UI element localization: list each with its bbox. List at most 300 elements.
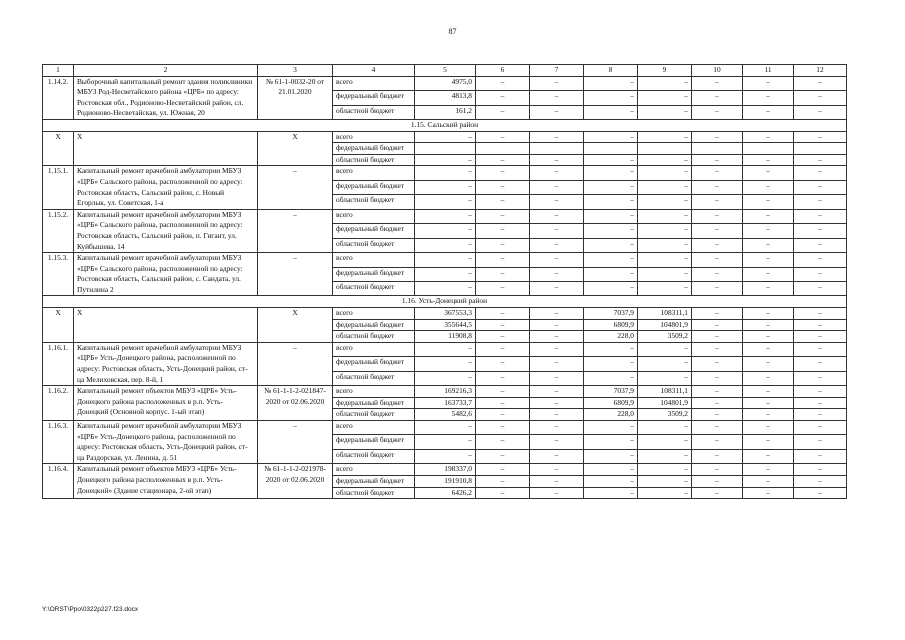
value-cell: –	[584, 371, 638, 385]
value-cell: –	[638, 342, 692, 356]
table-row	[43, 464, 847, 476]
value-cell: 191910,8	[415, 475, 476, 487]
value-cell: –	[638, 105, 692, 119]
value-cell: –	[584, 238, 638, 252]
value-cell	[584, 143, 638, 155]
value-cell: –	[584, 342, 638, 356]
value-cell: –	[692, 331, 743, 343]
item-document: № 61-1-1-2-021847-2020 от 02.06.2020	[258, 386, 333, 421]
item-name: Капитальный ремонт врачебной амбулатории МБУЗ «ЦРБ» Сальского района, расположенной по адресу: Ростовская область, Сальский район, п. Гигант, ул. Куйбышева, 14	[74, 209, 258, 252]
value-cell: 228,0	[584, 331, 638, 343]
value-cell: –	[692, 357, 743, 371]
value-cell: –	[692, 421, 743, 435]
funding-source: областной бюджет	[333, 282, 415, 296]
value-cell: –	[638, 253, 692, 267]
funding-source: областной бюджет	[333, 331, 415, 343]
value-cell: 108311,1	[638, 308, 692, 320]
value-cell: –	[584, 253, 638, 267]
value-cell: –	[794, 195, 847, 209]
funding-source: всего	[333, 253, 415, 267]
item-code: 1.16.3.	[43, 421, 74, 464]
value-cell: –	[415, 195, 476, 209]
value-cell: 104801,9	[638, 397, 692, 409]
value-cell: –	[794, 475, 847, 487]
value-cell: –	[743, 342, 794, 356]
value-cell: –	[743, 267, 794, 281]
file-path-footer: Y:\ORST\Ppo\0322p227.f23.docx	[42, 606, 139, 613]
item-document: –	[258, 253, 333, 296]
value-cell: –	[415, 209, 476, 223]
value-cell	[530, 143, 584, 155]
value-cell: –	[584, 475, 638, 487]
table-row	[43, 308, 847, 320]
value-cell: –	[530, 464, 584, 476]
column-header: 5	[415, 65, 476, 77]
value-cell: –	[530, 319, 584, 331]
value-cell: 355644,5	[415, 319, 476, 331]
value-cell: –	[584, 224, 638, 238]
value-cell: –	[476, 209, 530, 223]
value-cell: –	[638, 464, 692, 476]
funding-source: областной бюджет	[333, 154, 415, 166]
value-cell: –	[692, 105, 743, 119]
value-cell: –	[530, 282, 584, 296]
column-header: 8	[584, 65, 638, 77]
value-cell: –	[743, 386, 794, 398]
value-cell: –	[638, 195, 692, 209]
value-cell: –	[530, 371, 584, 385]
value-cell: –	[530, 253, 584, 267]
value-cell: –	[794, 224, 847, 238]
value-cell: –	[743, 308, 794, 320]
column-header: 11	[743, 65, 794, 77]
funding-source: областной бюджет	[333, 105, 415, 119]
value-cell: –	[415, 357, 476, 371]
value-cell: –	[415, 421, 476, 435]
value-cell: 161,2	[415, 105, 476, 119]
value-cell: –	[692, 166, 743, 180]
value-cell: –	[476, 154, 530, 166]
value-cell: –	[743, 105, 794, 119]
value-cell: –	[743, 435, 794, 449]
value-cell: –	[415, 253, 476, 267]
value-cell	[476, 143, 530, 155]
funding-source: областной бюджет	[333, 409, 415, 421]
funding-source: всего	[333, 209, 415, 223]
value-cell: –	[584, 166, 638, 180]
value-cell: –	[692, 319, 743, 331]
item-code: 1.15.1.	[43, 166, 74, 209]
value-cell: –	[692, 449, 743, 463]
table-row	[43, 131, 847, 143]
value-cell: –	[794, 371, 847, 385]
value-cell: –	[794, 91, 847, 105]
value-cell: –	[794, 487, 847, 499]
value-cell: –	[692, 464, 743, 476]
value-cell: –	[476, 195, 530, 209]
value-cell: –	[415, 267, 476, 281]
funding-source: областной бюджет	[333, 238, 415, 252]
value-cell: –	[743, 166, 794, 180]
value-cell: 228,0	[584, 409, 638, 421]
item-code: 1.15.3.	[43, 253, 74, 296]
value-cell: 198337,0	[415, 464, 476, 476]
value-cell: –	[638, 209, 692, 223]
value-cell: –	[743, 76, 794, 90]
value-cell: 163733,7	[415, 397, 476, 409]
value-cell: –	[530, 357, 584, 371]
value-cell: –	[476, 319, 530, 331]
value-cell: –	[638, 166, 692, 180]
value-cell: –	[584, 131, 638, 143]
value-cell: –	[692, 224, 743, 238]
column-header: 9	[638, 65, 692, 77]
value-cell: –	[584, 449, 638, 463]
value-cell: –	[794, 435, 847, 449]
funding-source: федеральный бюджет	[333, 319, 415, 331]
value-cell: –	[415, 154, 476, 166]
value-cell: 367553,3	[415, 308, 476, 320]
header-row	[43, 65, 847, 77]
value-cell: –	[692, 238, 743, 252]
item-name: Х	[74, 131, 258, 166]
value-cell: –	[692, 342, 743, 356]
value-cell: –	[743, 224, 794, 238]
column-header: 12	[794, 65, 847, 77]
value-cell: –	[743, 319, 794, 331]
funding-source: федеральный бюджет	[333, 143, 415, 155]
value-cell: –	[530, 224, 584, 238]
column-header: 4	[333, 65, 415, 77]
value-cell: –	[638, 421, 692, 435]
value-cell: –	[692, 180, 743, 194]
value-cell: 108311,1	[638, 386, 692, 398]
value-cell: –	[743, 154, 794, 166]
value-cell: –	[794, 267, 847, 281]
value-cell: –	[476, 105, 530, 119]
value-cell: –	[743, 180, 794, 194]
value-cell: –	[415, 238, 476, 252]
value-cell: 5482,6	[415, 409, 476, 421]
funding-source: областной бюджет	[333, 487, 415, 499]
value-cell: –	[530, 397, 584, 409]
value-cell: –	[794, 331, 847, 343]
section-title: 1.15. Сальский район	[43, 119, 847, 131]
value-cell: –	[638, 238, 692, 252]
value-cell: –	[476, 166, 530, 180]
item-document: –	[258, 342, 333, 385]
item-code: 1.16.4.	[43, 464, 74, 499]
item-document: № 61-1-0032-20 от 21.01.2020	[258, 76, 333, 119]
value-cell: –	[692, 76, 743, 90]
value-cell: –	[584, 464, 638, 476]
value-cell: –	[794, 449, 847, 463]
value-cell: –	[476, 371, 530, 385]
value-cell: –	[530, 409, 584, 421]
value-cell	[692, 143, 743, 155]
item-document: Х	[258, 308, 333, 343]
value-cell: –	[584, 209, 638, 223]
value-cell: –	[530, 331, 584, 343]
table-row	[43, 386, 847, 398]
value-cell: –	[584, 487, 638, 499]
value-cell: –	[743, 238, 794, 252]
value-cell: –	[743, 464, 794, 476]
value-cell: –	[584, 421, 638, 435]
value-cell: –	[743, 421, 794, 435]
item-name: Капитальный ремонт врачебной амбулатории МБУЗ «ЦРБ» Сальского района, расположенной по адресу: Ростовская область, Сальский район, с. Новый Егорлык, ул. Советская, 1-а	[74, 166, 258, 209]
value-cell: –	[692, 397, 743, 409]
value-cell: –	[692, 91, 743, 105]
value-cell: –	[476, 386, 530, 398]
value-cell: –	[692, 475, 743, 487]
value-cell: –	[692, 195, 743, 209]
value-cell: –	[584, 91, 638, 105]
value-cell: 3509,2	[638, 409, 692, 421]
item-name: Капитальный ремонт врачебной амбулатории МБУЗ «ЦРБ» Усть-Донецкого района, расположенной по адресу: Ростовская область, Усть-Донецкий район, ст-ца Раздорская, ул. Ленина, д. 51	[74, 421, 258, 464]
value-cell: –	[476, 421, 530, 435]
funding-source: областной бюджет	[333, 371, 415, 385]
value-cell: –	[794, 154, 847, 166]
funding-source: федеральный бюджет	[333, 475, 415, 487]
value-cell: –	[692, 267, 743, 281]
funding-source: всего	[333, 421, 415, 435]
funding-source: всего	[333, 386, 415, 398]
item-name: Капитальный ремонт врачебной амбулатории МБУЗ «ЦРБ» Усть-Донецкого района, расположенной по адресу: Ростовская область, Усть-Донецкий район, ст-ца Мелиховская, пер. 8-й, 1	[74, 342, 258, 385]
value-cell: –	[692, 435, 743, 449]
value-cell: –	[584, 267, 638, 281]
value-cell: –	[794, 397, 847, 409]
value-cell: –	[530, 154, 584, 166]
item-code: 1.14.2.	[43, 76, 74, 119]
column-header: 10	[692, 65, 743, 77]
value-cell: –	[530, 435, 584, 449]
value-cell: –	[794, 421, 847, 435]
value-cell: –	[638, 91, 692, 105]
value-cell: 6426,2	[415, 487, 476, 499]
value-cell: –	[743, 357, 794, 371]
value-cell: –	[638, 449, 692, 463]
value-cell: –	[415, 342, 476, 356]
value-cell: –	[530, 475, 584, 487]
value-cell: –	[476, 253, 530, 267]
value-cell: 7037,9	[584, 308, 638, 320]
table-row	[43, 166, 847, 180]
value-cell: –	[794, 209, 847, 223]
funding-source: федеральный бюджет	[333, 435, 415, 449]
section-title: 1.16. Усть-Донецкий район	[43, 296, 847, 308]
item-name: Выборочный капитальный ремонт здания поликлиники МБУЗ Род-Несветайского района «ЦРБ» по адресу: Ростовская обл., Родионово-Несветайский район, сл. Родионово-Несветайская, ул. Южная, 20	[74, 76, 258, 119]
column-header: 1	[43, 65, 74, 77]
item-document: № 61-1-1-2-021978-2020 от 02.06.2020	[258, 464, 333, 499]
value-cell: –	[530, 267, 584, 281]
value-cell: –	[638, 267, 692, 281]
value-cell: –	[476, 487, 530, 499]
value-cell: –	[638, 154, 692, 166]
section-row	[43, 119, 847, 131]
value-cell: –	[476, 409, 530, 421]
value-cell: –	[692, 371, 743, 385]
value-cell: –	[584, 154, 638, 166]
value-cell: –	[476, 475, 530, 487]
value-cell: –	[794, 76, 847, 90]
value-cell: –	[530, 386, 584, 398]
value-cell: –	[584, 282, 638, 296]
funding-source: всего	[333, 166, 415, 180]
value-cell: –	[476, 308, 530, 320]
value-cell: 4975,0	[415, 76, 476, 90]
column-header: 2	[74, 65, 258, 77]
value-cell: –	[584, 195, 638, 209]
column-header: 3	[258, 65, 333, 77]
value-cell	[743, 143, 794, 155]
value-cell: –	[584, 180, 638, 194]
page-number: 87	[448, 27, 457, 36]
value-cell: –	[530, 131, 584, 143]
funding-source: федеральный бюджет	[333, 91, 415, 105]
value-cell: 104801,9	[638, 319, 692, 331]
value-cell: –	[692, 253, 743, 267]
value-cell: –	[584, 76, 638, 90]
item-code: 1.16.1.	[43, 342, 74, 385]
value-cell: –	[743, 487, 794, 499]
value-cell: –	[692, 308, 743, 320]
item-code: 1.16.2.	[43, 386, 74, 421]
value-cell: –	[638, 282, 692, 296]
value-cell: –	[743, 331, 794, 343]
value-cell: –	[794, 386, 847, 398]
value-cell: –	[476, 357, 530, 371]
value-cell: –	[743, 282, 794, 296]
value-cell: –	[743, 91, 794, 105]
value-cell: –	[638, 357, 692, 371]
funding-source: областной бюджет	[333, 449, 415, 463]
value-cell: –	[794, 319, 847, 331]
value-cell: –	[476, 282, 530, 296]
value-cell: –	[692, 282, 743, 296]
value-cell: –	[415, 131, 476, 143]
column-header: 7	[530, 65, 584, 77]
item-name: Капитальный ремонт объектов МБУЗ «ЦРБ» Усть-Донецкого района расположенных в р.п. Усть-Донецкий (Основной корпус. 1-ый этап)	[74, 386, 258, 421]
value-cell: 4813,8	[415, 91, 476, 105]
value-cell: –	[530, 105, 584, 119]
value-cell	[794, 143, 847, 155]
value-cell: –	[415, 435, 476, 449]
item-document: Х	[258, 131, 333, 166]
value-cell: –	[638, 224, 692, 238]
value-cell: –	[476, 76, 530, 90]
funding-source: всего	[333, 308, 415, 320]
table-row	[43, 76, 847, 90]
value-cell: –	[638, 475, 692, 487]
value-cell: –	[476, 342, 530, 356]
funding-source: областной бюджет	[333, 195, 415, 209]
value-cell: –	[692, 209, 743, 223]
value-cell: –	[794, 464, 847, 476]
value-cell: –	[415, 180, 476, 194]
value-cell: –	[743, 209, 794, 223]
funding-source: федеральный бюджет	[333, 357, 415, 371]
value-cell	[415, 143, 476, 155]
value-cell: –	[476, 449, 530, 463]
value-cell: 6809,9	[584, 319, 638, 331]
value-cell: 3509,2	[638, 331, 692, 343]
value-cell	[638, 143, 692, 155]
value-cell: –	[476, 397, 530, 409]
value-cell: –	[638, 76, 692, 90]
value-cell: 11908,8	[415, 331, 476, 343]
value-cell: –	[743, 131, 794, 143]
value-cell: –	[794, 105, 847, 119]
funding-source: федеральный бюджет	[333, 180, 415, 194]
value-cell: –	[476, 180, 530, 194]
value-cell: –	[530, 195, 584, 209]
value-cell: –	[692, 386, 743, 398]
funding-source: всего	[333, 76, 415, 90]
column-header: 6	[476, 65, 530, 77]
value-cell: –	[743, 253, 794, 267]
value-cell: 6809,9	[584, 397, 638, 409]
item-document: –	[258, 209, 333, 252]
funding-source: всего	[333, 464, 415, 476]
item-name: Х	[74, 308, 258, 343]
value-cell: –	[476, 224, 530, 238]
value-cell: –	[476, 91, 530, 105]
value-cell: –	[530, 342, 584, 356]
value-cell: –	[530, 421, 584, 435]
value-cell: –	[476, 331, 530, 343]
value-cell: –	[638, 487, 692, 499]
value-cell: –	[743, 397, 794, 409]
funding-source: всего	[333, 131, 415, 143]
item-name: Капитальный ремонт объектов МБУЗ «ЦРБ» Усть-Донецкого района расположенных в р.п. Усть-Донецкий» (Здание стационара, 2-ой этап)	[74, 464, 258, 499]
value-cell: –	[530, 180, 584, 194]
value-cell: 169216,3	[415, 386, 476, 398]
value-cell: –	[794, 131, 847, 143]
value-cell: –	[743, 475, 794, 487]
funding-source: федеральный бюджет	[333, 267, 415, 281]
value-cell: –	[530, 166, 584, 180]
value-cell: –	[794, 342, 847, 356]
table-row	[43, 342, 847, 356]
value-cell: –	[638, 371, 692, 385]
value-cell: –	[794, 238, 847, 252]
value-cell: –	[415, 449, 476, 463]
table-row	[43, 253, 847, 267]
value-cell: –	[743, 409, 794, 421]
value-cell: –	[692, 131, 743, 143]
value-cell: –	[743, 449, 794, 463]
section-row	[43, 296, 847, 308]
value-cell: –	[530, 487, 584, 499]
value-cell: –	[638, 180, 692, 194]
value-cell: –	[743, 195, 794, 209]
value-cell: –	[476, 131, 530, 143]
value-cell: –	[794, 308, 847, 320]
value-cell: –	[415, 224, 476, 238]
value-cell: –	[692, 409, 743, 421]
item-document: –	[258, 421, 333, 464]
value-cell: –	[476, 267, 530, 281]
value-cell: –	[415, 166, 476, 180]
value-cell: –	[638, 131, 692, 143]
item-document: –	[258, 166, 333, 209]
value-cell: –	[743, 371, 794, 385]
financing-table	[42, 64, 847, 499]
value-cell: –	[530, 76, 584, 90]
value-cell: –	[794, 166, 847, 180]
funding-source: федеральный бюджет	[333, 224, 415, 238]
